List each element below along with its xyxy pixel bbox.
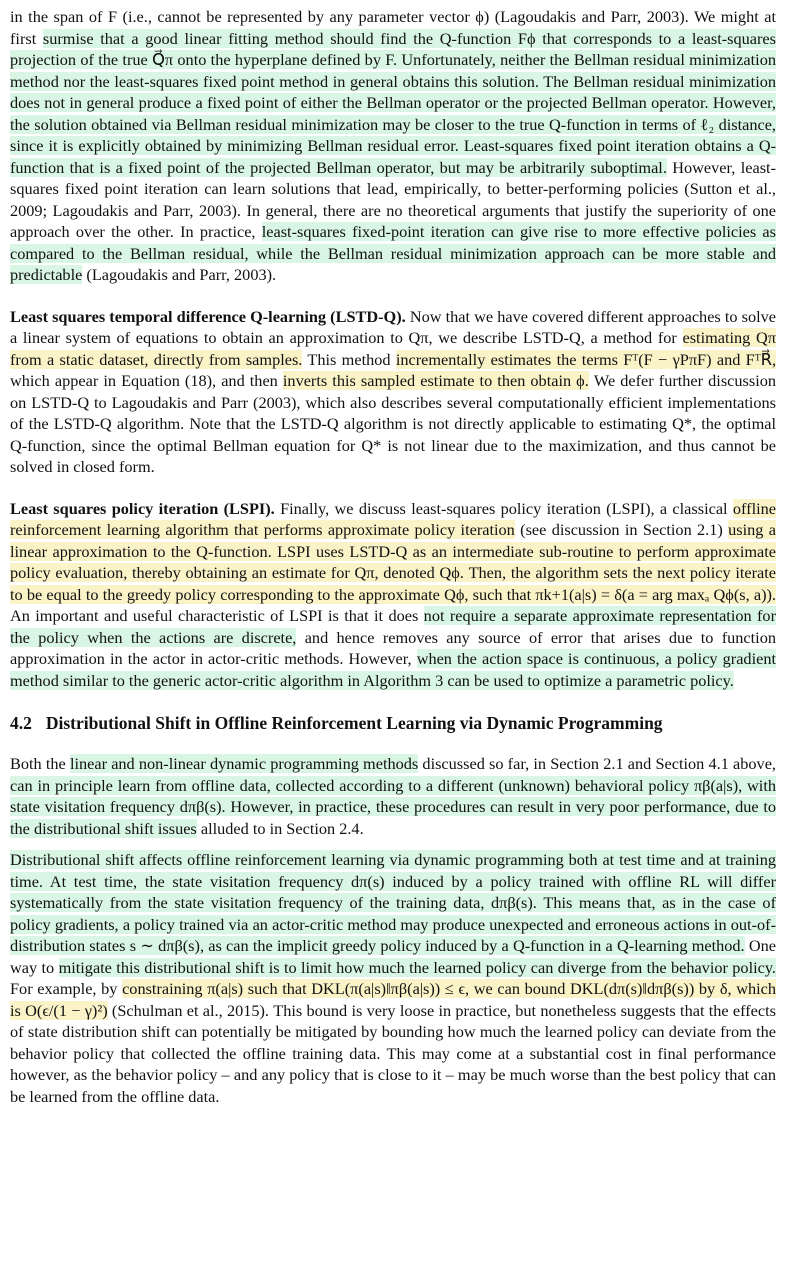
text-span: Now that we have covered different approaches to solve a linear system of equations to obtain an approximation to Qπ, we describe LSTD-Q, a method for — [10, 306, 776, 347]
section-title: Distributional Shift in Offline Reinforcement Learning via Dynamic Programming — [45, 713, 663, 733]
highlight-span: offline reinforcement learning algorithm that performs approximate policy iteration — [10, 498, 777, 539]
section-heading — [10, 711, 776, 735]
text-span: Both the — [10, 754, 70, 773]
text-span: (Lagoudakis and Parr, 2003). — [82, 265, 277, 284]
highlight-span: inverts this sampled estimate to then obtain ϕ. — [282, 371, 589, 390]
highlight-span: constraining π(a|s) such that DKL(π(a|s)‖πβ(a|s)) ≤ ϵ, we can bound DKL(dπ(s)‖dπβ(s)) by δ, which is O(ϵ/(1 − γ)²) — [10, 979, 777, 1020]
text-span: which appear in Equation (18), and then — [10, 371, 283, 390]
text-span: in the span of F (i.e., cannot be represented by any parameter vector ϕ) (Lagoudakis and Parr, 2003). We might at first — [10, 7, 776, 48]
text-span: One way to — [10, 936, 776, 977]
both-paragraph — [10, 753, 776, 839]
highlight-span: estimating Qπ from a static dataset, directly from samples. — [10, 328, 776, 369]
text-span: An important and useful characteristic of LSPI is that it does — [10, 606, 424, 625]
highlight-span: incrementally estimates the terms Fᵀ(F − γPπF) and FᵀR⃗, — [395, 349, 777, 369]
intro-paragraph — [10, 6, 776, 286]
highlight-span: Distributional shift affects offline reinforcement learning via dynamic programming both at test time and at training time. At test time, the state visitation frequency dπ(s) induced by a policy trained with offline RL will differ systematically from the state visitation frequency of the training data, dπβ(s). This means that, as in the case of policy gradients, a policy trained via an actor-critic method may produce unexpected and erroneous actions in out-of-distribution states s ∼ dπβ(s), as can the implicit greedy policy induced by a Q-function in a Q-learning method. — [10, 850, 776, 955]
highlight-span: linear and non-linear dynamic programming methods — [69, 754, 419, 773]
highlight-span: using a linear approximation to the Q-function. LSPI uses LSTD-Q as an intermediate sub-routine to perform approximate policy evaluation, thereby obtaining an estimate for Qπ, denoted Qϕ. Then, the algorithm sets the next policy iterate to be equal to the greedy policy corresponding to the approximate Qϕ, such that πk+1(a|s) = δ(a = arg maxₐ Qϕ(s, a)). — [10, 520, 776, 604]
section-number: 4.2 — [10, 713, 32, 733]
paragraph-title: Least squares temporal difference Q-learning (LSTD-Q). — [10, 306, 406, 326]
text-span: discussed so far, in Section 2.1 and Section 4.1 above, — [418, 754, 776, 773]
highlight-span: when the action space is continuous, a policy gradient method similar to the generic actor-critic algorithm in Algorithm 3 can be used to optimize a parametric policy. — [10, 649, 776, 690]
highlight-span: not require a separate approximate representation for the policy when the actions are discrete, — [10, 606, 776, 647]
text-span: For example, by — [10, 979, 123, 998]
highlight-span: can in principle learn from offline data, collected according to a different (unknown) behavioral policy πβ(a|s), with state visitation frequency dπβ(s). However, in practice, these procedures can result in very poor performance, due to the distributional shift issues — [10, 775, 776, 838]
shift-paragraph — [10, 849, 776, 1107]
lspi-paragraph — [10, 498, 776, 692]
text-span: and hence removes any source of error that arises due to function approximation in the actor in actor-critic methods. However, — [10, 627, 776, 668]
lstdq-paragraph — [10, 306, 776, 478]
paper-page — [10, 6, 776, 1107]
text-span: However, least-squares fixed point iteration can learn solutions that lead, empirically, to better-performing policies (Sutton et al., 2009; Lagoudakis and Parr, 2003). In general, there are no theoretical arguments that justify the superiority of one approach over the other. In practice, — [10, 157, 776, 241]
highlight-span: surmise that a good linear fitting method should find the Q-function Fϕ that corresponds to a least-squares projection of the true Q⃗π onto the hyperplane defined by F. Unfortunately, neither the Bellman residual minimization method nor the least-squares fixed point method in general obtains this solution. The Bellman residual minimization does not in general produce a fixed point of either the Bellman operator or the projected Bellman operator. However, the solution obtained via Bellman residual minimization may be closer to the true Q-function in terms of ℓ₂ distance, since it is explicitly obtained by minimizing Bellman residual error. Least-squares fixed point iteration obtains a Q-function that is a fixed point of the projected Bellman operator, but may be arbitrarily suboptimal. — [10, 28, 776, 177]
text-span: This method — [302, 349, 396, 369]
text-span: (Schulman et al., 2015). This bound is very loose in practice, but nonetheless suggests that the effects of state distribution shift can potentially be mitigated by bounding how much the learned policy can deviate from the behavior policy that collected the offline training data. This may come at a substantial cost in final performance however, as the behavior policy – and any policy that is close to it – may be much worse than the best policy that can be learned from the offline data. — [10, 1000, 776, 1106]
text-span: (see discussion in Section 2.1) — [514, 520, 729, 539]
text-span: alluded to in Section 2.4. — [196, 818, 364, 838]
text-span: Finally, we discuss least-squares policy iteration (LSPI), a classical — [274, 498, 733, 518]
highlight-span: mitigate this distributional shift is to limit how much the learned policy can diverge from the behavior policy. — [58, 957, 776, 977]
paragraph-title: Least squares policy iteration (LSPI). — [10, 498, 275, 518]
text-span: We defer further discussion on LSTD-Q to Lagoudakis and Parr (2003), which also describes several computationally efficient implementations of the LSTD-Q algorithm. Note that the LSTD-Q algorithm is not directly applicable to estimating Q*, the optimal Q-function, since the optimal Bellman equation for Q* is not linear due to the maximization, and thus cannot be solved in closed form. — [10, 371, 777, 476]
highlight-span: least-squares fixed-point iteration can give rise to more effective policies as compared to the Bellman residual, while the Bellman residual minimization approach can be more stable and predictable — [10, 222, 776, 284]
